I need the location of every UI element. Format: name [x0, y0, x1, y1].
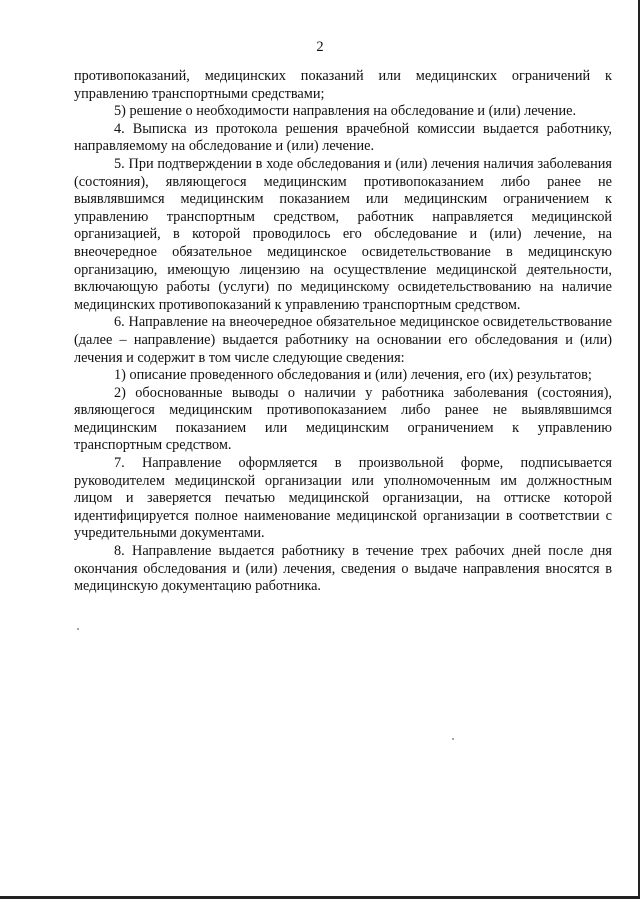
- scan-speck: [77, 628, 79, 630]
- paragraph-clause-4: 4. Выписка из протокола решения врачебной комиссии выдается работнику, направляемому на обследование и (или) лечение.: [74, 120, 612, 155]
- paragraph-clause-7: 7. Направление оформляется в произвольной форме, подписывается руководителем медицинской организации или уполномоченным им должностным лицом и заверяется печатью медицинской организации, на оттиске которой идентифицируется полное наименование медицинской организации в соответствии с учредительными документами.: [74, 455, 612, 542]
- scan-speck: [452, 738, 454, 740]
- page-number: 2: [316, 39, 324, 55]
- paragraph-continuation: противопоказаний, медицинских показаний или медицинских ограничений к управлению транспортными средствами;: [74, 68, 612, 102]
- paragraph-subitem-2: 2) обоснованные выводы о наличии у работника заболевания (состояния), являющегося медицинским противопоказанием либо ранее не выявлявшимся медицинским показанием или медицинским ограничением к управлению транспортным средством.: [74, 384, 612, 454]
- paragraph-item-5-decision: 5) решение о необходимости направления на обследование и (или) лечение.: [114, 103, 577, 120]
- paragraph-subitem-1: 1) описание проведенного обследования и (или) лечения, его (их) результатов;: [114, 367, 592, 384]
- paragraph-clause-8: 8. Направление выдается работнику в течение трех рабочих дней после дня окончания обследования и (или) лечения, сведения о выдаче направления вносятся в медицинскую документацию работника.: [74, 543, 612, 595]
- paragraph-clause-6: 6. Направление на внеочередное обязательное медицинское освидетельствование (далее – направление) выдается работнику на основании его обследования и (или) лечения и содержит в том числе следующие сведения:: [74, 314, 612, 366]
- document-body: [74, 68, 612, 596]
- paragraph-clause-5: 5. При подтверждении в ходе обследования и (или) лечения наличия заболевания (состояния), являющегося медицинским противопоказанием либо ранее не выявлявшимся медицинским показанием или медицинским ограничением к управлению транспортным средством, работник направляется медицинской организацией, в которой проводилось его обследование и (или) лечение, на внеочередное обязательное медицинское освидетельствование в медицинскую организацию, имеющую лицензию на осуществление медицинской деятельности, включающую работы (услуги) по медицинскому освидетельствованию на наличие медицинских противопоказаний к управлению транспортным средством.: [74, 155, 612, 313]
